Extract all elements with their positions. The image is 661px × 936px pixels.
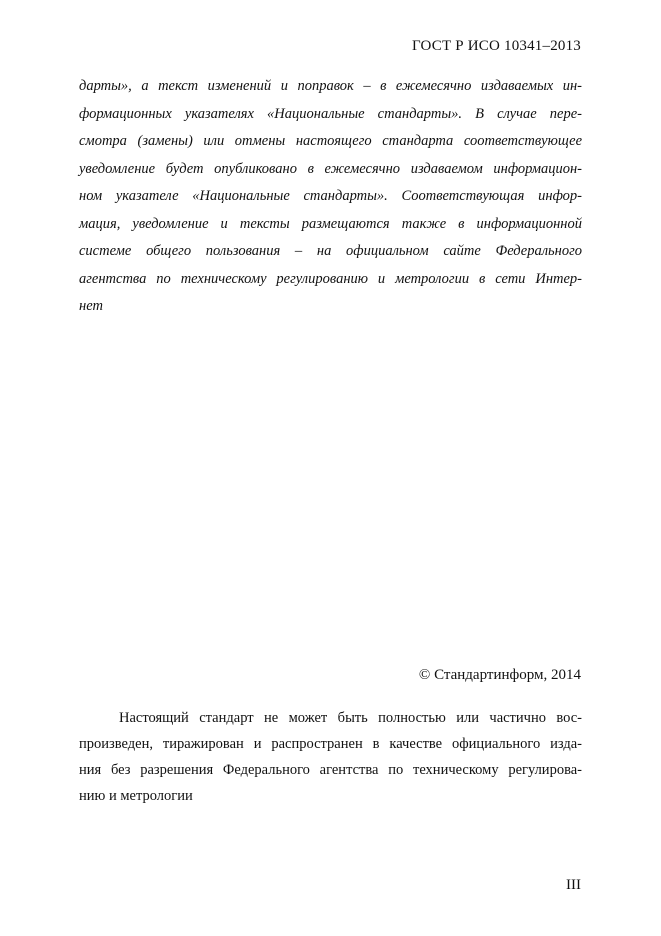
document-code-header: ГОСТ Р ИСО 10341–2013 [412,38,581,54]
reproduction-notice [79,705,582,809]
copyright-notice: © Стандартинформ, 2014 [418,667,581,683]
page-number: III [566,877,581,893]
notice-line: произведен, тиражирован и распространен в качестве официального изда- [79,736,582,752]
info-paragraph-line: нет [79,298,103,314]
notice-line: нию и метрологии [79,788,193,804]
notice-line: ния без разрешения Федерального агентства по техническому регулирова- [79,762,582,778]
info-paragraph-line: ном указателе «Национальные стандарты». Соответствующая инфор- [79,188,582,204]
info-paragraph-line: агентства по техническому регулированию и метрологии в сети Интер- [79,270,582,287]
info-paragraph-line: уведомление будет опубликовано в ежемесячно издаваемом информацион- [79,160,582,177]
info-paragraph-line: дарты», а текст изменений и поправок – в ежемесячно издаваемых ин- [79,78,582,94]
info-paragraph-line: мация, уведомление и тексты размещаются также в информационной [79,215,582,232]
notice-line: Настоящий стандарт не может быть полностью или частично вос- [119,710,582,726]
info-paragraph-line: смотра (замены) или отмены настоящего стандарта соответствующее [79,133,582,149]
info-paragraph [79,73,582,321]
info-paragraph-line: формационных указателях «Национальные стандарты». В случае пере- [79,105,582,122]
info-paragraph-line: системе общего пользования – на официальном сайте Федерального [79,243,582,259]
